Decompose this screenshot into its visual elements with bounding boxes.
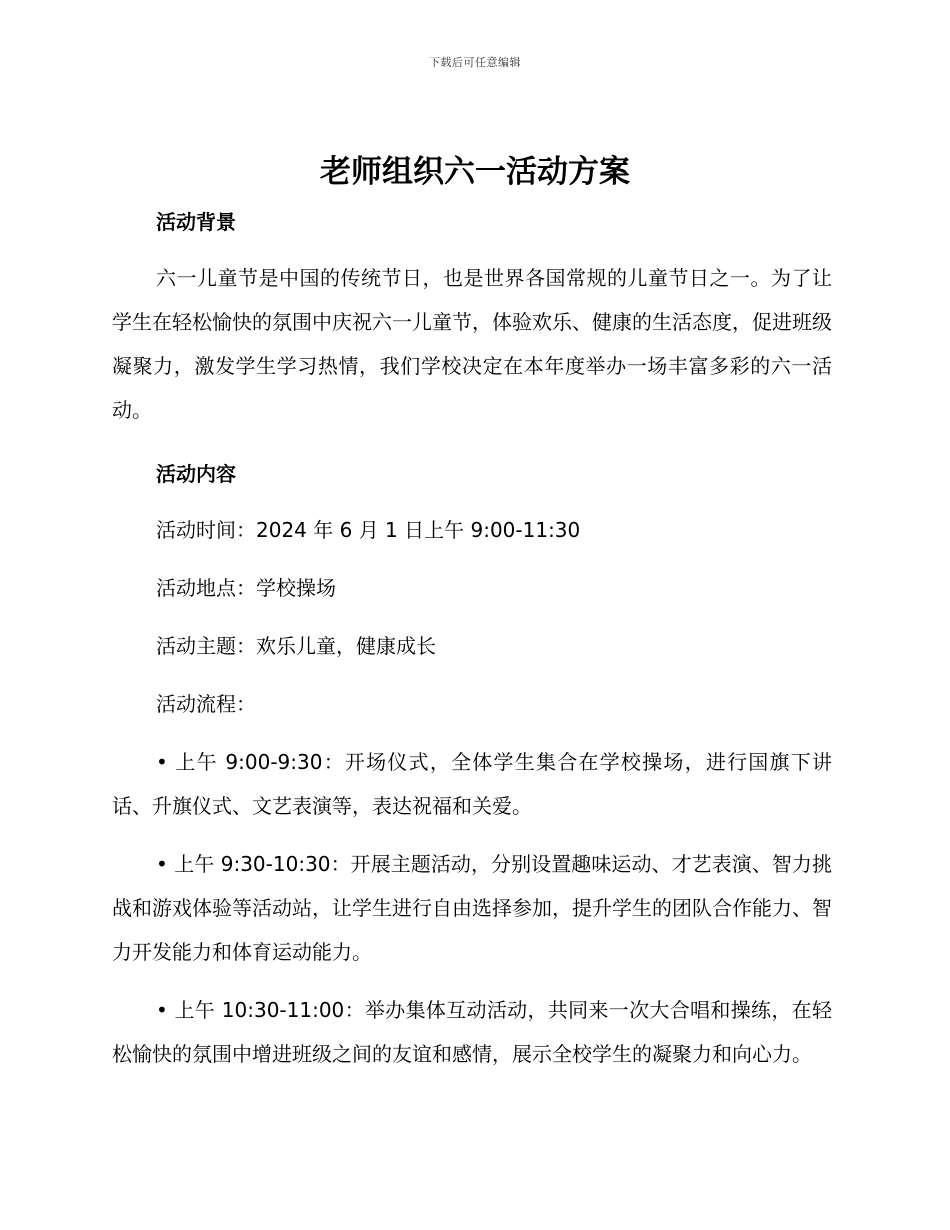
header-note: 下载后可任意编辑 [429, 56, 521, 69]
section-heading-content: 活动内容 [156, 462, 236, 486]
activity-theme: 活动主题：欢乐儿童，健康成长 [156, 634, 436, 658]
section-heading-background: 活动背景 [156, 210, 236, 234]
flow-item: • 上午 9:30-10:30：开展主题活动，分别设置趣味运动、才艺表演、智力挑战和游戏体验等活动站，让学生进行自由选择参加，提升学生的团队合作能力、智力开发能力和体育运动能力。 [112, 852, 832, 964]
document-body [112, 202, 832, 1090]
flow-item: • 上午 10:30-11:00：举办集体互动活动，共同来一次大合唱和操练，在轻松愉快的氛围中增进班级之间的友谊和感情，展示全校学生的凝聚力和向心力。 [112, 998, 832, 1066]
background-paragraph: 六一儿童节是中国的传统节日，也是世界各国常规的儿童节日之一。为了让学生在轻松愉快的氛围中庆祝六一儿童节，体验欢乐、健康的生活态度，促进班级凝聚力，激发学生学习热情，我们学校决定在本年度举办一场丰富多彩的六一活动。 [112, 266, 832, 422]
flow-item: • 上午 9:00-9:30：开场仪式，全体学生集合在学校操场，进行国旗下讲话、升旗仪式、文艺表演等，表达祝福和关爱。 [112, 750, 832, 818]
document-title: 老师组织六一活动方案 [320, 154, 630, 190]
activity-flow-label: 活动流程： [156, 692, 256, 716]
activity-place: 活动地点：学校操场 [156, 576, 336, 600]
activity-time: 活动时间：2024 年 6 月 1 日上午 9:00-11:30 [156, 518, 581, 542]
